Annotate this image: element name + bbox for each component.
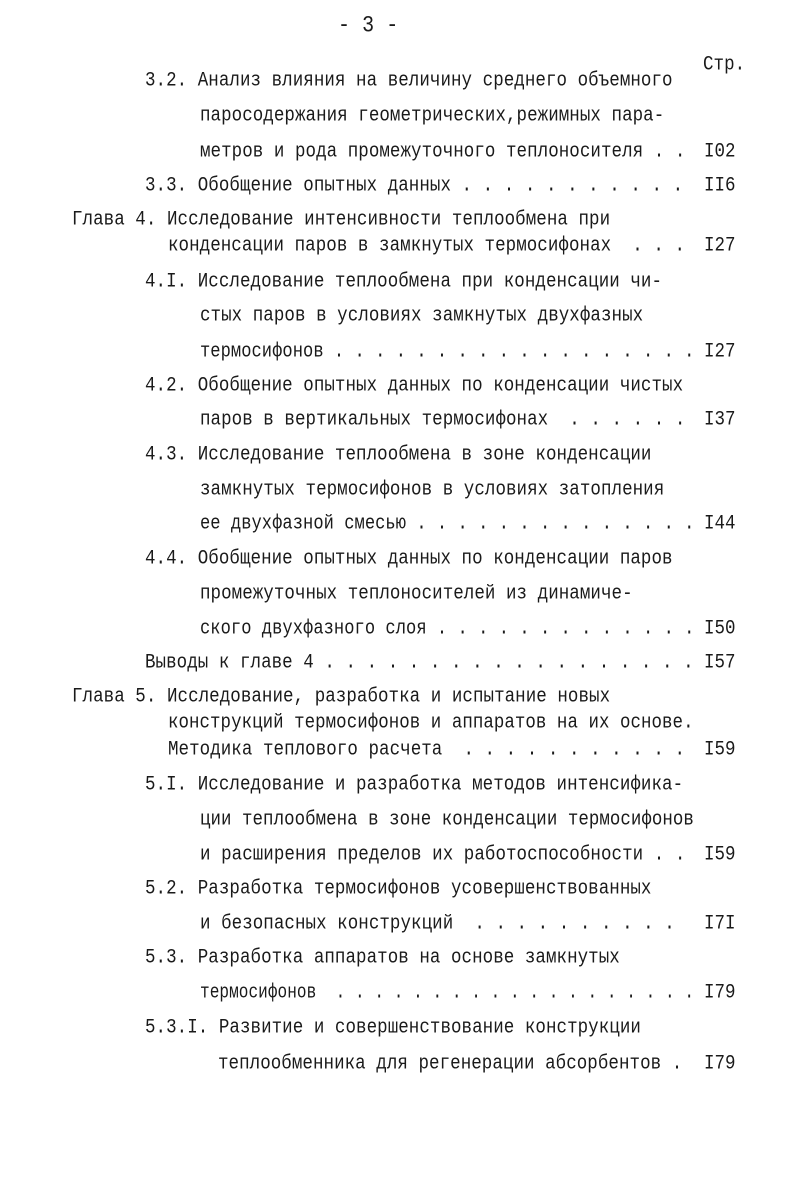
toc-entry: термосифонов . . . . . . . . . . . . . . . . . . [200, 340, 695, 364]
toc-entry: 4.I. Исследование теплообмена при конденсации чи- [145, 270, 663, 294]
toc-entry: 5.I. Исследование и разработка методов интенсифика- [145, 773, 684, 797]
toc-entry: и безопасных конструкций . . . . . . . . . . [200, 912, 675, 936]
toc-entry: паросодержания геометрических,режимных пара- [200, 104, 665, 128]
toc-page: I37 [704, 408, 736, 432]
toc-entry: замкнутых термосифонов в условиях затопления [200, 478, 665, 502]
page-column-label: Стр. [703, 53, 746, 77]
page-number: - 3 - [338, 12, 399, 40]
toc-page: I7I [704, 912, 736, 936]
toc-entry: 3.2. Анализ влияния на величину среднего объемного [145, 69, 673, 93]
toc-page: I27 [704, 340, 736, 364]
toc-entry: стых паров в условиях замкнутых двухфазных [200, 304, 644, 328]
toc-entry: 4.2. Обобщение опытных данных по конденсации чистых [145, 374, 684, 398]
toc-entry: 5.3. Разработка аппаратов на основе замкнутых [145, 946, 620, 970]
toc-entry: промежуточных теплоносителей из динамиче- [200, 582, 633, 606]
toc-entry: ции теплообмена в зоне конденсации термосифонов [200, 808, 694, 832]
toc-entry: теплообменника для регенерации абсорбентов . [218, 1052, 683, 1076]
toc-page: I59 [704, 843, 736, 867]
toc-entry: 5.2. Разработка термосифонов усовершенствованных [145, 877, 652, 901]
toc-page: I79 [704, 1052, 736, 1076]
toc-entry: ее двухфазной смесью . . . . . . . . . . . . . . [200, 512, 695, 536]
toc-entry: ского двухфазного слоя . . . . . . . . . . . . . [200, 617, 695, 641]
toc-page: I02 [704, 140, 736, 164]
chapter-heading: Глава 5. Исследование, разработка и испытание новых [72, 685, 611, 709]
toc-entry: 4.3. Исследование теплообмена в зоне конденсации [145, 443, 652, 467]
chapter-heading: Методика теплового расчета . . . . . . . . . . . [168, 738, 686, 762]
toc-page: I44 [704, 512, 736, 536]
toc-entry: термосифонов . . . . . . . . . . . . . . . . . . . [200, 981, 695, 1005]
toc-entry: 5.3.I. Развитие и совершенствование конструкции [145, 1016, 641, 1040]
toc-page: II6 [704, 174, 736, 198]
toc-entry: метров и рода промежуточного теплоносителя . . [200, 140, 686, 164]
toc-entry: и расширения пределов их работоспособности . . [200, 843, 686, 867]
chapter-heading: Глава 4. Исследование интенсивности теплообмена при [72, 208, 611, 232]
toc-entry: 4.4. Обобщение опытных данных по конденсации паров [145, 547, 673, 571]
toc-entry: Выводы к главе 4 . . . . . . . . . . . . . . . . . . [145, 651, 694, 675]
toc-entry: 3.3. Обобщение опытных данных . . . . . . . . . . . [145, 174, 684, 198]
toc-page: I50 [704, 617, 736, 641]
chapter-heading: конденсации паров в замкнутых термосифонах . . . [168, 234, 686, 258]
toc-page: I57 [704, 651, 736, 675]
toc-page: I27 [704, 234, 736, 258]
toc-page: I59 [704, 738, 736, 762]
chapter-heading: конструкций термосифонов и аппаратов на их основе. [168, 711, 694, 735]
toc-page: I79 [704, 981, 736, 1005]
toc-entry: паров в вертикальных термосифонах . . . . . . [200, 408, 686, 432]
